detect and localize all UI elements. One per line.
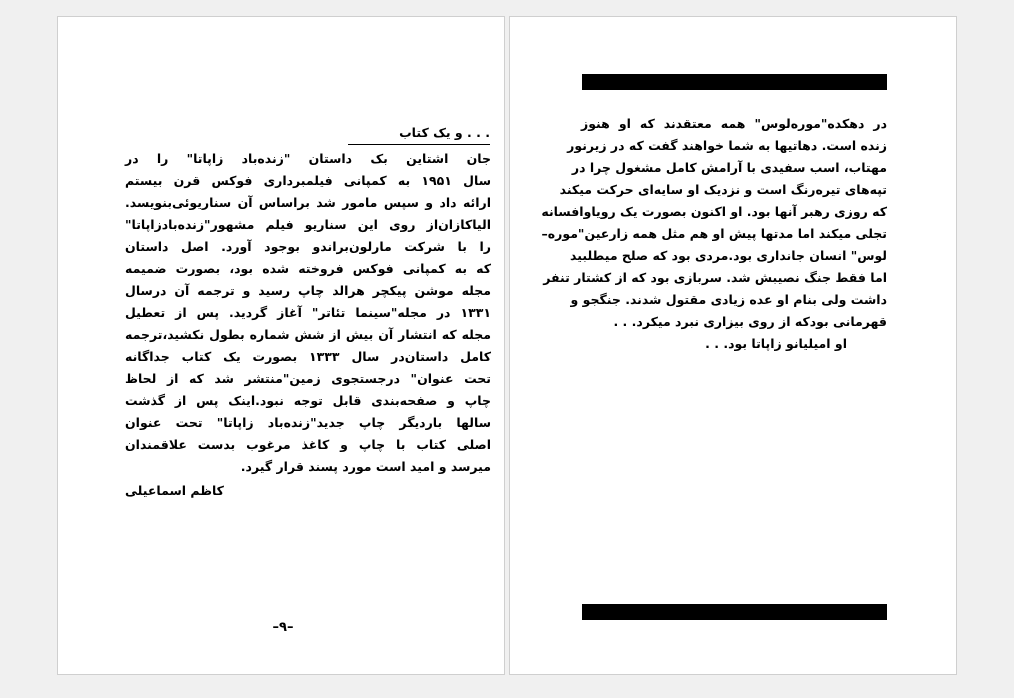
- author-signature: [125, 481, 491, 501]
- text-line: کامل داستان‌در سال ۱۳۳۳ بصورت یک کتاب جداگانه: [125, 349, 491, 364]
- left-page: [57, 16, 505, 675]
- heading-underline: [348, 144, 490, 145]
- text-line: اما فقط جنگ نصیبش شد. سربازی بود که از کشتار تنفر: [543, 270, 887, 285]
- text-line: لوس" انسان جانداری بود.مردی بود که صلح میطلبید: [570, 248, 887, 263]
- text-line: چاپ و صفحه‌بندی قابل توجه نبود.اینک پس از گذشت: [125, 393, 491, 408]
- text-line: قهرمانی بودکه از روی بیزاری نبرد میکرد. . .: [613, 314, 887, 329]
- text-line: را با شرکت مارلون‌براندو بوجود آورد. اصل داستان: [125, 239, 491, 254]
- bottom-black-bar: [582, 604, 887, 620]
- text-line: اصلی کتاب با چاپ و کاغذ مرغوب بدست علاقمندان: [125, 437, 491, 452]
- text-line: سال ۱۹۵۱ به کمپانی فیلمبرداری فوکس قرن بیستم: [125, 173, 491, 188]
- right-page: [509, 16, 957, 675]
- text-line: تحت عنوان" درجستجوی زمین"منتشر شد که از لحاظ: [125, 371, 491, 386]
- text-line: مجله موشن پیکچر هرالد چاپ رسید و ترجمه آن درسال: [125, 283, 491, 298]
- text-line: جان اشتاین بک داستان "زنده‌باد زاپاتا" را در: [125, 151, 491, 166]
- intro-text: [541, 113, 887, 355]
- text-line: زنده است. دهاتیها به شما خواهند گفت که در زیرنور: [567, 138, 887, 153]
- text-line: سالها باردیگر چاپ جدید"زنده‌باد زاپاتا" تحت عنوان: [125, 415, 491, 430]
- text-line: مجله که انتشار آن بیش از شش شماره بطول نکشید،ترجمه: [125, 327, 491, 342]
- text-line: تپه‌های تیره‌رنگ است و نزدیک او سایه‌ای حرکت میکند: [559, 182, 887, 197]
- text-line: که به کمپانی فوکس فروخته شده بود، بصورت ضمیمه: [125, 261, 491, 276]
- text-line: میرسد و امید است مورد پسند قرار گیرد.: [240, 459, 491, 474]
- text-line: ۱۳۳۱ در مجله"سینما تئاتر" آغاز گردید. پس از تعطیل: [125, 305, 491, 320]
- text-line: مهتاب، اسب سفیدی با آرامش کامل مشغول چرا در: [571, 160, 887, 175]
- signature-text: کاظم اسماعیلی: [125, 483, 224, 498]
- text-line: که روزی رهبر آنها بود. او اکنون بصورت یک رویاوافسانه: [541, 204, 887, 219]
- text-line: تجلی میکند اما مدتها پیش او هم مثل همه زارعین"موره–: [541, 226, 887, 241]
- text-line: ارائه داد و سپس مامور شد براساس آن سناریوئی‌بنویسد.: [125, 195, 491, 210]
- page-heading: . . . و یک کتاب: [399, 125, 490, 140]
- page-number: –۹–: [272, 620, 294, 635]
- text-line: داشت ولی بنام او عده زیادی مقتول شدند. جنگجو و: [570, 292, 887, 307]
- text-line: الیاکازان‌از روی این سناریو فیلم مشهور"زنده‌بادزاپاتا": [125, 217, 491, 232]
- top-black-bar: [582, 74, 887, 90]
- text-line: او امیلیانو زاپاتا بود. . .: [705, 336, 847, 351]
- preface-text: [125, 148, 491, 478]
- text-line: در دهکده"موره‌لوس" همه معتقدند که او هنوز: [581, 116, 887, 131]
